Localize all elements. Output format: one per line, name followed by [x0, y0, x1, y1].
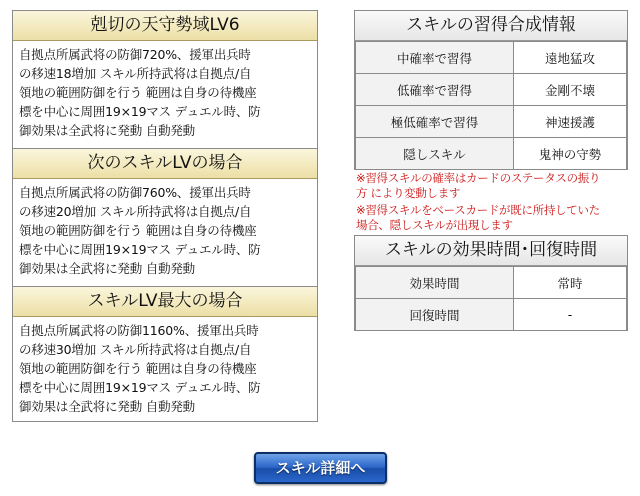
- description-line: 標を中心に周囲19×19マス デュエル時、防: [19, 242, 261, 257]
- acquire-info-header: スキルの習得合成情報: [355, 11, 627, 41]
- acquire-notes: [354, 170, 630, 234]
- row-value: 鬼神の守勢: [514, 138, 627, 170]
- table-row: [356, 106, 627, 138]
- next-level-header: 次のスキルLVの場合: [13, 149, 317, 179]
- description-line: の移速20増加 スキル所持武将は自拠点/自: [19, 204, 252, 219]
- description-line: 自拠点所属武将の防御1160%、援軍出兵時: [19, 323, 259, 338]
- skill-max-description: [13, 317, 317, 421]
- table-row: [356, 299, 627, 331]
- row-value: 神速援護: [514, 106, 627, 138]
- note-line: ※習得スキルの確率はカードのステータスの振り: [356, 171, 601, 185]
- row-label: 極低確率で習得: [356, 106, 514, 138]
- description-line: の移速30増加 スキル所持武将は自拠点/自: [19, 342, 252, 357]
- description-line: 御効果は全武将に発動 自動発動: [19, 123, 195, 138]
- skill-current-description: [13, 41, 317, 149]
- description-line: 自拠点所属武将の防御760%、援軍出兵時: [19, 185, 251, 200]
- row-label: 隠しスキル: [356, 138, 514, 170]
- row-label: 低確率で習得: [356, 74, 514, 106]
- description-line: 領地の範囲防御を行う 範囲は自身の待機座: [19, 361, 257, 376]
- skill-detail-button[interactable]: スキル詳細へ: [254, 452, 387, 484]
- note-hidden-skill: [354, 202, 630, 234]
- table-row: [356, 74, 627, 106]
- description-line: 領地の範囲防御を行う 範囲は自身の待機座: [19, 85, 257, 100]
- row-label: 回復時間: [356, 299, 514, 331]
- note-line: ※習得スキルをベースカードが既に所持していた: [356, 203, 600, 217]
- skill-name-header: 剋切の天守勢域LV6: [13, 11, 317, 41]
- note-line: 場合、隠しスキルが出現します: [356, 218, 513, 232]
- row-label: 中確率で習得: [356, 42, 514, 74]
- row-value: 金剛不壊: [514, 74, 627, 106]
- duration-info-table: [355, 266, 627, 331]
- description-line: 標を中心に周囲19×19マス デュエル時、防: [19, 104, 261, 119]
- description-line: 自拠点所属武将の防御720%、援軍出兵時: [19, 47, 251, 62]
- description-line: 御効果は全武将に発動 自動発動: [19, 261, 195, 276]
- skill-next-description: [13, 179, 317, 287]
- description-line: 御効果は全武将に発動 自動発動: [19, 399, 195, 414]
- skill-effect-panel: [12, 10, 318, 422]
- duration-info-panel: [354, 235, 628, 331]
- table-row: [356, 138, 627, 170]
- acquire-info-panel: [354, 10, 628, 170]
- note-probability: [354, 170, 630, 202]
- row-value: 遠地猛攻: [514, 42, 627, 74]
- description-line: 標を中心に周囲19×19マス デュエル時、防: [19, 380, 261, 395]
- description-line: 領地の範囲防御を行う 範囲は自身の待機座: [19, 223, 257, 238]
- max-level-header: スキルLV最大の場合: [13, 287, 317, 317]
- row-label: 効果時間: [356, 267, 514, 299]
- description-line: の移速18増加 スキル所持武将は自拠点/自: [19, 66, 252, 81]
- row-value: -: [514, 299, 627, 331]
- row-value: 常時: [514, 267, 627, 299]
- table-row: [356, 267, 627, 299]
- note-line: 方 により変動します: [356, 186, 461, 200]
- duration-info-header: スキルの効果時間･回復時間: [355, 236, 627, 266]
- table-row: [356, 42, 627, 74]
- acquire-info-table: [355, 41, 627, 170]
